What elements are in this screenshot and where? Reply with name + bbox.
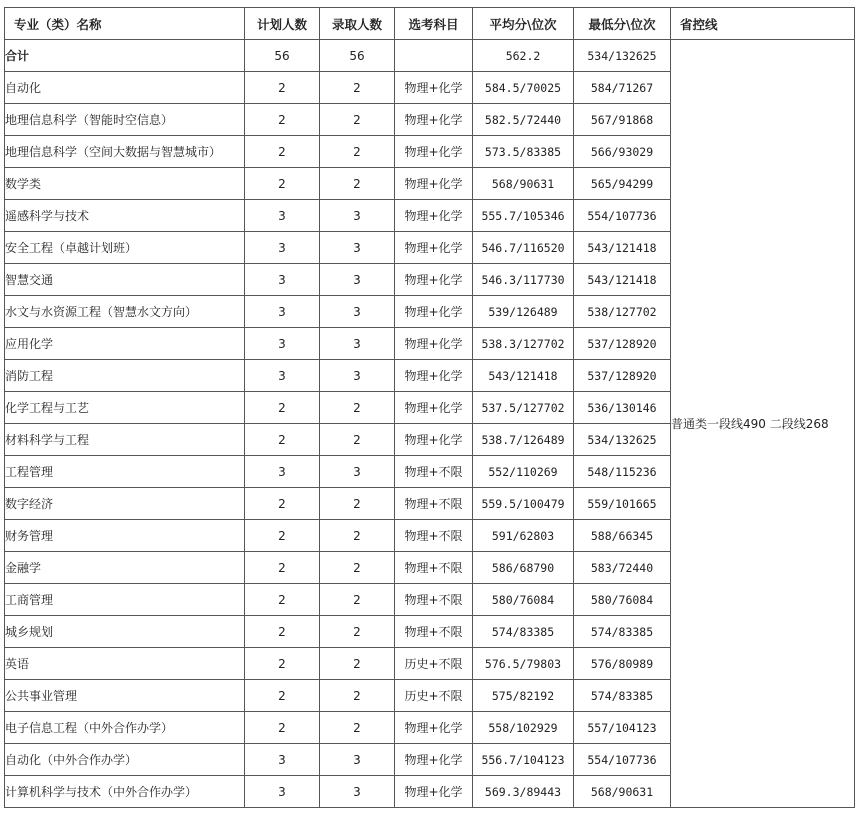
row-avg: 575/82192 [473, 680, 574, 712]
row-name: 化学工程与工艺 [5, 392, 245, 424]
total-name: 合计 [5, 40, 245, 72]
row-subject: 历史+不限 [395, 648, 473, 680]
header-admit: 录取人数 [320, 8, 395, 40]
row-min: 580/76084 [574, 584, 671, 616]
row-min: 554/107736 [574, 200, 671, 232]
row-subject: 物理+化学 [395, 200, 473, 232]
row-avg: 546.3/117730 [473, 264, 574, 296]
row-admit: 2 [320, 520, 395, 552]
row-avg: 543/121418 [473, 360, 574, 392]
row-subject: 物理+不限 [395, 520, 473, 552]
row-min: 583/72440 [574, 552, 671, 584]
row-admit: 2 [320, 584, 395, 616]
row-avg: 582.5/72440 [473, 104, 574, 136]
row-subject: 物理+不限 [395, 488, 473, 520]
row-plan: 3 [245, 264, 320, 296]
row-plan: 3 [245, 200, 320, 232]
row-name: 电子信息工程（中外合作办学） [5, 712, 245, 744]
row-min: 574/83385 [574, 680, 671, 712]
row-admit: 2 [320, 488, 395, 520]
row-subject: 物理+不限 [395, 552, 473, 584]
row-min: 584/71267 [574, 72, 671, 104]
row-subject: 物理+化学 [395, 360, 473, 392]
total-row [5, 40, 855, 72]
row-avg: 556.7/104123 [473, 744, 574, 776]
row-plan: 2 [245, 136, 320, 168]
row-subject: 物理+化学 [395, 744, 473, 776]
row-subject: 物理+化学 [395, 776, 473, 808]
row-subject: 物理+不限 [395, 456, 473, 488]
row-name: 材料科学与工程 [5, 424, 245, 456]
row-subject: 物理+化学 [395, 168, 473, 200]
row-admit: 2 [320, 104, 395, 136]
row-admit: 3 [320, 264, 395, 296]
row-name: 智慧交通 [5, 264, 245, 296]
row-min: 568/90631 [574, 776, 671, 808]
row-avg: 559.5/100479 [473, 488, 574, 520]
row-avg: 538.3/127702 [473, 328, 574, 360]
row-plan: 2 [245, 104, 320, 136]
row-name: 自动化（中外合作办学） [5, 744, 245, 776]
row-min: 566/93029 [574, 136, 671, 168]
row-plan: 2 [245, 72, 320, 104]
row-subject: 物理+化学 [395, 264, 473, 296]
row-subject: 物理+不限 [395, 584, 473, 616]
row-admit: 2 [320, 136, 395, 168]
row-min: 554/107736 [574, 744, 671, 776]
header-avg: 平均分\位次 [473, 8, 574, 40]
row-name: 工商管理 [5, 584, 245, 616]
row-plan: 3 [245, 744, 320, 776]
row-subject: 物理+化学 [395, 392, 473, 424]
row-min: 536/130146 [574, 392, 671, 424]
row-subject: 物理+化学 [395, 232, 473, 264]
row-name: 数学类 [5, 168, 245, 200]
row-avg: 580/76084 [473, 584, 574, 616]
total-plan: 56 [245, 40, 320, 72]
row-subject: 物理+不限 [395, 616, 473, 648]
row-subject: 物理+化学 [395, 72, 473, 104]
row-avg: 576.5/79803 [473, 648, 574, 680]
row-admit: 3 [320, 296, 395, 328]
row-name: 数字经济 [5, 488, 245, 520]
row-admit: 2 [320, 168, 395, 200]
row-plan: 2 [245, 424, 320, 456]
row-min: 574/83385 [574, 616, 671, 648]
header-plan: 计划人数 [245, 8, 320, 40]
row-min: 537/128920 [574, 328, 671, 360]
row-plan: 3 [245, 456, 320, 488]
row-name: 消防工程 [5, 360, 245, 392]
row-avg: 569.3/89443 [473, 776, 574, 808]
row-admit: 2 [320, 72, 395, 104]
row-admit: 3 [320, 200, 395, 232]
row-plan: 3 [245, 776, 320, 808]
row-admit: 2 [320, 680, 395, 712]
row-subject: 历史+不限 [395, 680, 473, 712]
row-plan: 2 [245, 168, 320, 200]
row-plan: 2 [245, 712, 320, 744]
row-min: 576/80989 [574, 648, 671, 680]
row-min: 538/127702 [574, 296, 671, 328]
row-plan: 3 [245, 296, 320, 328]
row-min: 565/94299 [574, 168, 671, 200]
row-admit: 2 [320, 712, 395, 744]
row-min: 559/101665 [574, 488, 671, 520]
row-plan: 2 [245, 520, 320, 552]
row-admit: 3 [320, 328, 395, 360]
header-min: 最低分\位次 [574, 8, 671, 40]
row-plan: 2 [245, 584, 320, 616]
row-avg: 591/62803 [473, 520, 574, 552]
row-subject: 物理+化学 [395, 136, 473, 168]
row-plan: 2 [245, 552, 320, 584]
row-avg: 558/102929 [473, 712, 574, 744]
total-min: 534/132625 [574, 40, 671, 72]
row-name: 财务管理 [5, 520, 245, 552]
total-admit: 56 [320, 40, 395, 72]
row-admit: 2 [320, 424, 395, 456]
row-avg: 546.7/116520 [473, 232, 574, 264]
row-plan: 2 [245, 392, 320, 424]
row-name: 自动化 [5, 72, 245, 104]
row-min: 543/121418 [574, 264, 671, 296]
row-admit: 3 [320, 360, 395, 392]
row-plan: 2 [245, 648, 320, 680]
header-control: 省控线 [671, 8, 855, 40]
row-admit: 2 [320, 616, 395, 648]
row-name: 工程管理 [5, 456, 245, 488]
row-avg: 586/68790 [473, 552, 574, 584]
row-min: 534/132625 [574, 424, 671, 456]
row-name: 计算机科学与技术（中外合作办学） [5, 776, 245, 808]
row-plan: 2 [245, 488, 320, 520]
row-admit: 2 [320, 648, 395, 680]
row-min: 548/115236 [574, 456, 671, 488]
row-avg: 555.7/105346 [473, 200, 574, 232]
total-avg: 562.2 [473, 40, 574, 72]
total-subject [395, 40, 473, 72]
row-name: 地理信息科学（智能时空信息） [5, 104, 245, 136]
row-admit: 2 [320, 392, 395, 424]
row-admit: 3 [320, 232, 395, 264]
row-admit: 3 [320, 456, 395, 488]
row-admit: 3 [320, 776, 395, 808]
admission-score-table [4, 7, 855, 808]
row-name: 水文与水资源工程（智慧水文方向） [5, 296, 245, 328]
row-name: 应用化学 [5, 328, 245, 360]
row-subject: 物理+化学 [395, 328, 473, 360]
row-avg: 537.5/127702 [473, 392, 574, 424]
row-plan: 3 [245, 360, 320, 392]
row-subject: 物理+化学 [395, 296, 473, 328]
header-name: 专业（类）名称 [5, 8, 245, 40]
row-subject: 物理+化学 [395, 424, 473, 456]
row-avg: 574/83385 [473, 616, 574, 648]
row-plan: 2 [245, 616, 320, 648]
row-name: 城乡规划 [5, 616, 245, 648]
row-avg: 573.5/83385 [473, 136, 574, 168]
row-name: 遥感科学与技术 [5, 200, 245, 232]
row-avg: 552/110269 [473, 456, 574, 488]
header-subject: 选考科目 [395, 8, 473, 40]
row-min: 567/91868 [574, 104, 671, 136]
row-min: 588/66345 [574, 520, 671, 552]
row-plan: 2 [245, 680, 320, 712]
row-avg: 538.7/126489 [473, 424, 574, 456]
control-line-cell: 普通类一段线490 二段线268 [671, 40, 855, 808]
row-name: 安全工程（卓越计划班） [5, 232, 245, 264]
row-name: 地理信息科学（空间大数据与智慧城市） [5, 136, 245, 168]
row-avg: 568/90631 [473, 168, 574, 200]
row-subject: 物理+化学 [395, 104, 473, 136]
row-avg: 539/126489 [473, 296, 574, 328]
row-name: 英语 [5, 648, 245, 680]
row-subject: 物理+化学 [395, 712, 473, 744]
row-min: 557/104123 [574, 712, 671, 744]
row-name: 公共事业管理 [5, 680, 245, 712]
row-admit: 2 [320, 552, 395, 584]
row-plan: 3 [245, 232, 320, 264]
row-min: 537/128920 [574, 360, 671, 392]
row-avg: 584.5/70025 [473, 72, 574, 104]
table-header-row [5, 8, 855, 40]
row-plan: 3 [245, 328, 320, 360]
row-min: 543/121418 [574, 232, 671, 264]
row-admit: 3 [320, 744, 395, 776]
row-name: 金融学 [5, 552, 245, 584]
